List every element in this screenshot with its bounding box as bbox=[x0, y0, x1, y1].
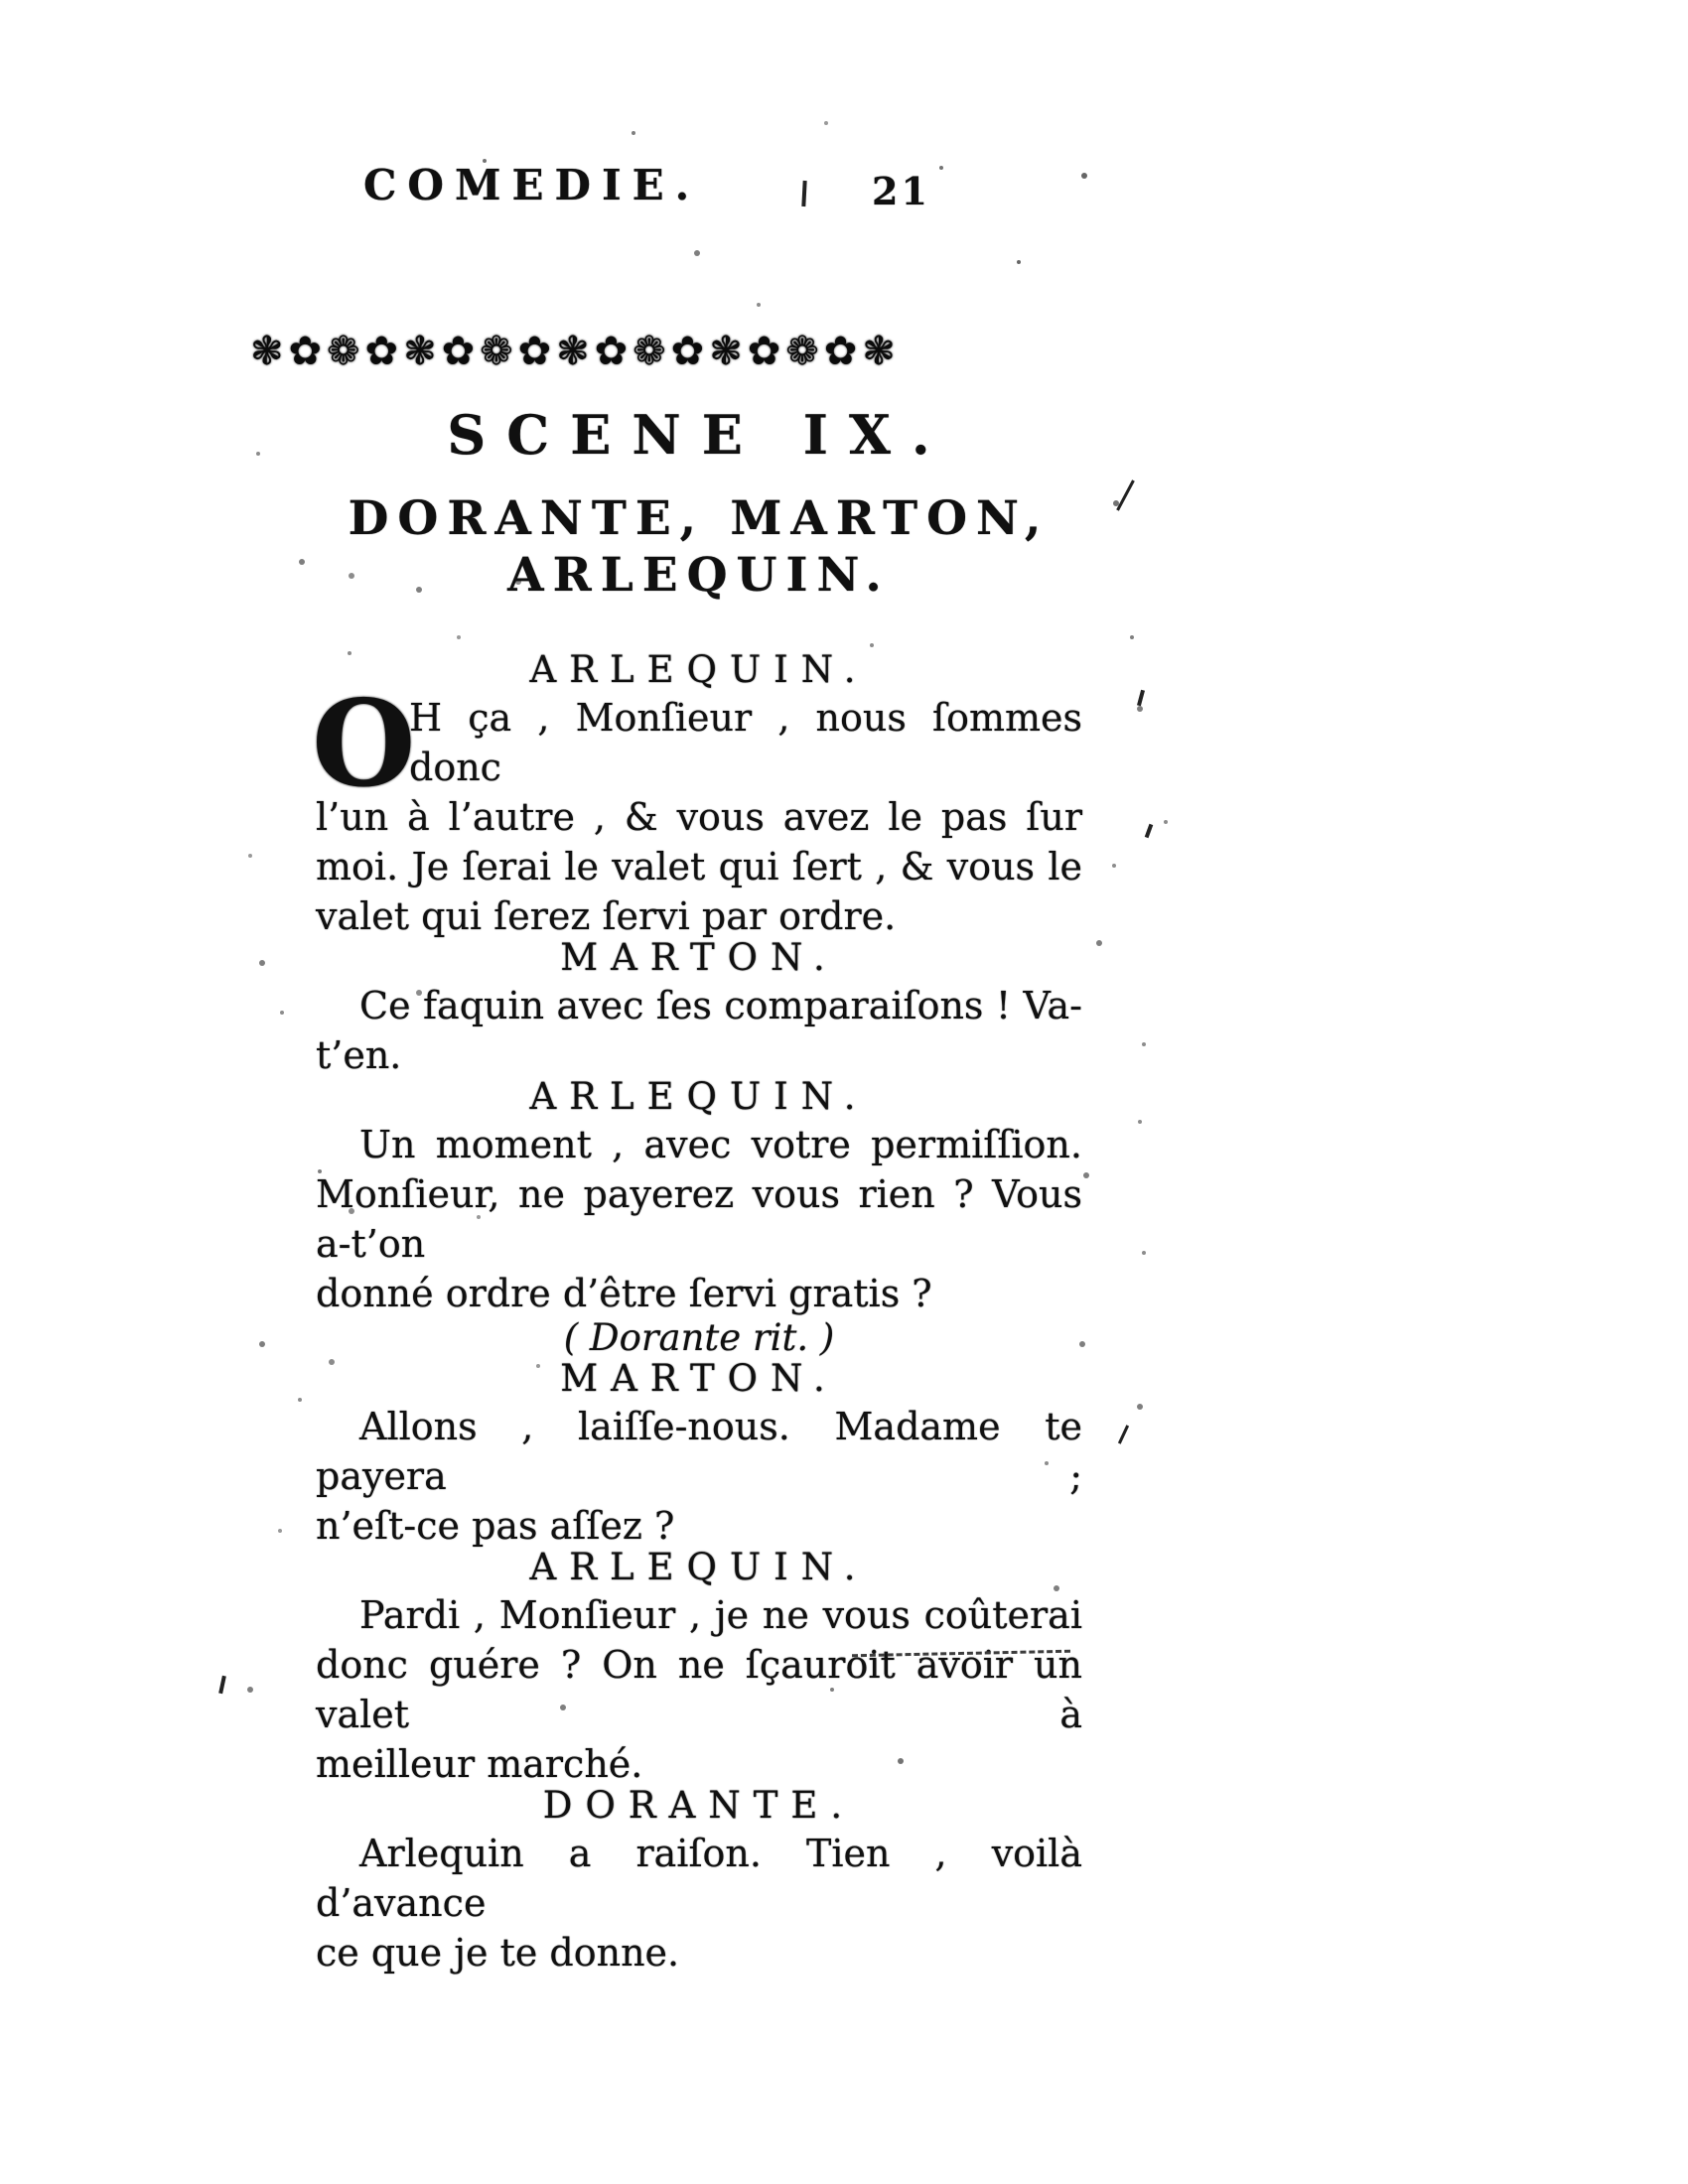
page-number: 21 bbox=[872, 169, 930, 213]
drop-cap-letter: O bbox=[312, 674, 416, 814]
speaker-heading-marton: MARTON. bbox=[560, 936, 838, 979]
dialogue-line: donné ordre d’être ſervi gratis ? bbox=[316, 1272, 932, 1315]
dialogue-line: Allons , laiſſe-nous. Madame te payera ; bbox=[316, 1405, 1082, 1498]
ink-stray-mark bbox=[1116, 479, 1135, 510]
running-head bbox=[316, 161, 1082, 216]
scene-heading: SCENE IX. bbox=[447, 403, 951, 467]
speech-paragraph bbox=[316, 1402, 1082, 1551]
dialogue-line: Monſieur, ne payerez vous rien ? Vous a-t’on bbox=[316, 1172, 1082, 1266]
scan-noise-speckles bbox=[0, 0, 4, 4]
dialogue-line: H ça , Monſieur , nous ſommes donc bbox=[409, 696, 1082, 789]
speaker-heading-arlequin: ARLEQUIN. bbox=[529, 1546, 869, 1588]
ink-stray-mark bbox=[218, 1676, 226, 1694]
dialogue-line: donc guére ? On ne ſçauroit avoir un valet à bbox=[316, 1643, 1082, 1736]
speech-paragraph bbox=[316, 1829, 1082, 1978]
cast-list-line-2: ARLEQUIN. bbox=[507, 548, 891, 603]
speech-paragraph bbox=[316, 1120, 1082, 1318]
ink-stray-mark bbox=[1145, 824, 1154, 839]
stage-direction: ( Dorante rit. ) bbox=[563, 1316, 835, 1359]
fleuron-ornament-band: ❃✿❁✿❃✿❁✿❃✿❁✿❃✿❁✿❃ bbox=[250, 329, 901, 374]
dialogue-line: l’un à l’autre , & vous avez le pas ſur bbox=[316, 795, 1082, 839]
speaker-heading-dorante: DORANTE. bbox=[542, 1784, 856, 1827]
cast-list bbox=[316, 490, 1082, 604]
ink-stray-mark bbox=[1118, 1425, 1129, 1443]
speaker-heading-marton: MARTON. bbox=[560, 1357, 838, 1400]
text-column bbox=[250, 161, 1082, 1978]
dialogue-line: meilleur marché. bbox=[316, 1742, 643, 1786]
dialogue-line: n’eſt-ce pas aſſez ? bbox=[316, 1504, 675, 1548]
dialogue-line: valet qui ſerez ſervi par ordre. bbox=[316, 894, 897, 938]
dialogue-line: moi. Je ſerai le valet qui ſert , & vous le bbox=[316, 845, 1082, 888]
dialogue-line: Pardi , Monſieur , je ne vous coûterai bbox=[359, 1593, 1082, 1637]
dialogue-line: Ce faquin avec ſes comparaiſons ! Va-t’en. bbox=[316, 984, 1082, 1077]
cast-list-line-1: DORANTE, MARTON, bbox=[348, 491, 1051, 546]
speech-paragraph bbox=[316, 1590, 1082, 1789]
speaker-heading-arlequin: ARLEQUIN. bbox=[529, 648, 869, 691]
ink-stray-mark bbox=[1137, 690, 1145, 706]
speaker-heading-arlequin: ARLEQUIN. bbox=[529, 1075, 869, 1118]
speech-paragraph bbox=[316, 981, 1082, 1080]
dialogue-line: Un moment , avec votre permiſſion. bbox=[359, 1123, 1082, 1166]
running-head-title: COMEDIE. bbox=[363, 161, 701, 209]
dialogue-line: Arlequin a raiſon. Tien , voilà d’avance bbox=[316, 1832, 1082, 1925]
dialogue-line: ce que je te donne. bbox=[316, 1931, 680, 1975]
speech-paragraph bbox=[312, 674, 1082, 941]
